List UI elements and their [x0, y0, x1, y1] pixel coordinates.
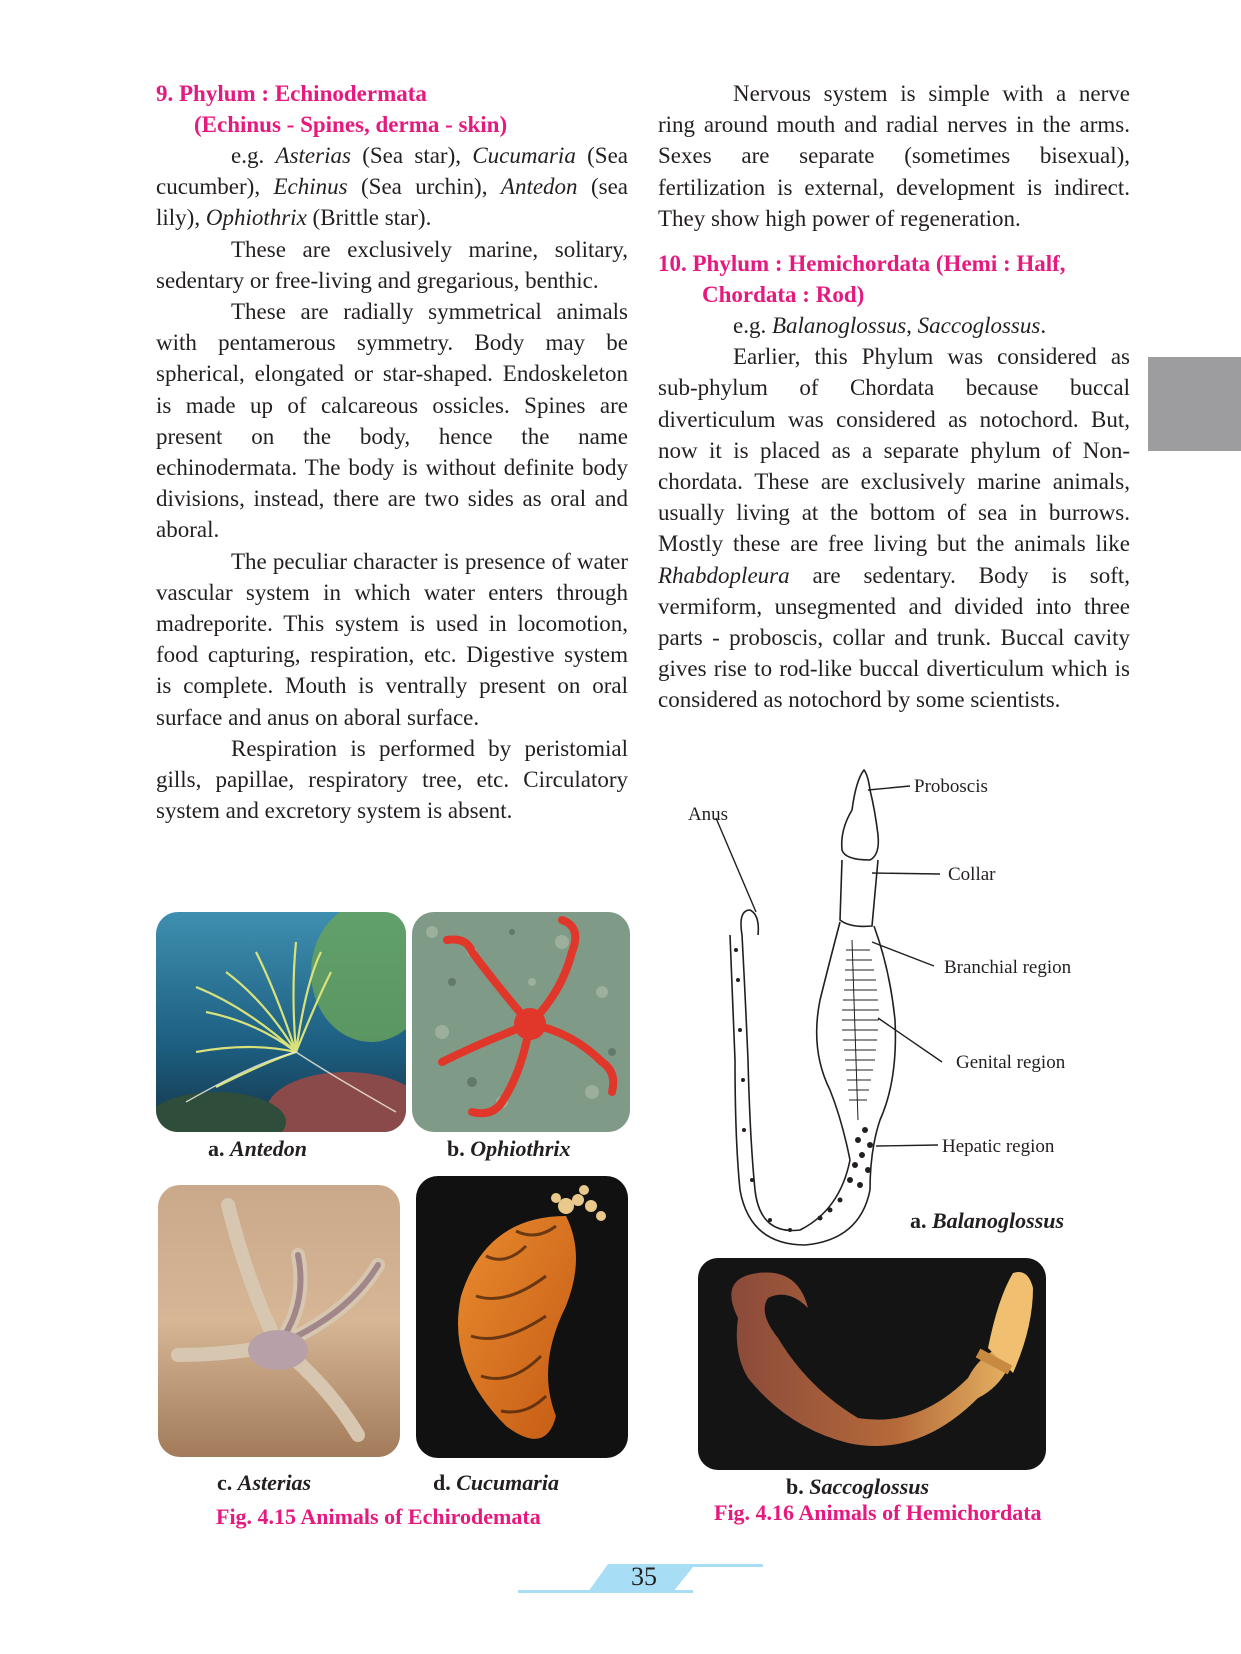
section-heading-hemichordata — [658, 248, 1130, 310]
balanoglossus-diagram — [680, 760, 1100, 1250]
heading-line-2: (Echinus - Spines, derma - skin) — [194, 112, 508, 137]
page-number: 35 — [631, 1562, 657, 1591]
paragraph-respiration: Respiration is performed by peristomial gills, papillae, respiratory tree, etc. Circulatory system and excretory system is absent. — [156, 735, 628, 824]
ophiothrix-photo — [412, 912, 630, 1132]
label-branchial-region: Branchial region — [944, 957, 1072, 978]
paragraph-water-vascular: The peculiar character is presence of water vascular system in which water enters through madreporite. This system is used in locomotion, food capturing, respiration, etc. Digestive system is complete. Mouth is ventrally present on oral surface and anus on aboral surface. — [156, 548, 628, 730]
figure-4-15-title: Fig. 4.15 Animals of Echirodemata — [216, 1504, 541, 1529]
asterias-photo — [158, 1185, 400, 1457]
label-hepatic-region: Hepatic region — [942, 1136, 1055, 1157]
antedon-photo — [156, 912, 406, 1132]
caption-antedon: a. Antedon — [208, 1136, 308, 1161]
saccoglossus-photo — [698, 1258, 1046, 1470]
heading-line-1: 9. Phylum : Echinodermata — [156, 81, 427, 106]
label-collar: Collar — [948, 864, 996, 885]
chapter-side-tab — [1148, 357, 1241, 451]
right-column — [658, 78, 1130, 716]
heading-line-1: 10. Phylum : Hemichordata (Hemi : Half, — [658, 251, 1066, 277]
paragraph-hemichordata-examples: e.g. Balanoglossus, Saccoglossus. — [733, 313, 1047, 339]
caption-ophiothrix: b. Ophiothrix — [447, 1136, 571, 1161]
heading-line-2: Chordata : Rod) — [702, 282, 865, 308]
figure-4-16-title: Fig. 4.16 Animals of Hemichordata — [714, 1500, 1042, 1525]
caption-saccoglossus: b. Saccoglossus — [786, 1474, 930, 1499]
paragraph-nervous-system: Nervous system is simple with a nerve ring around mouth and radial nerves in the arms. Sexes are separate (sometimes bisexual), fertilization is external, development is indirect. They show high power of regeneration. — [658, 81, 1130, 231]
paragraph-habitat: These are exclusively marine, solitary, sedentary or free-living and gregarious, benthic. — [156, 236, 628, 293]
paragraph-symmetry: These are radially symmetrical animals with pentamerous symmetry. Body may be spherical, elongated or star-shaped. Endoskeleton is made up of calcareous ossicles. Spines are present on the body, hence the name echinodermata. The body is without definite body divisions, instead, there are two sides as oral and aboral. — [156, 299, 628, 543]
label-anus: Anus — [687, 804, 729, 825]
paragraph-hemichordata-description: Earlier, this Phylum was considered as sub-phylum of Chordata because buccal diverticulum was considered as notochord. But, now it is placed as a separate phylum of Non-chordata. These are exclusively marine animals, usually living at the bottom of sea in burrows. Mostly these are free living but the animals like Rhabdopleura are sedentary. Body is soft, vermiform, unsegmented and divided into three parts - proboscis, collar and trunk. Buccal cavity gives rise to rod-like buccal diverticulum which is considered as notochord by some scientists. — [658, 344, 1130, 713]
section-heading-echinodermata — [156, 78, 628, 140]
paragraph-examples: e.g. Asterias (Sea star), Cucumaria (Sea cucumber), Echinus (Sea urchin), Antedon (sea lily), Ophiothrix (Brittle star). — [156, 143, 628, 231]
caption-cucumaria: d. Cucumaria — [433, 1470, 559, 1495]
label-proboscis: Proboscis — [914, 776, 988, 797]
caption-asterias: c. Asterias — [217, 1470, 312, 1495]
cucumaria-photo — [416, 1176, 628, 1458]
left-column — [156, 78, 628, 826]
caption-balanoglossus: a. Balanoglossus — [910, 1208, 1065, 1233]
label-genital-region: Genital region — [956, 1052, 1066, 1073]
